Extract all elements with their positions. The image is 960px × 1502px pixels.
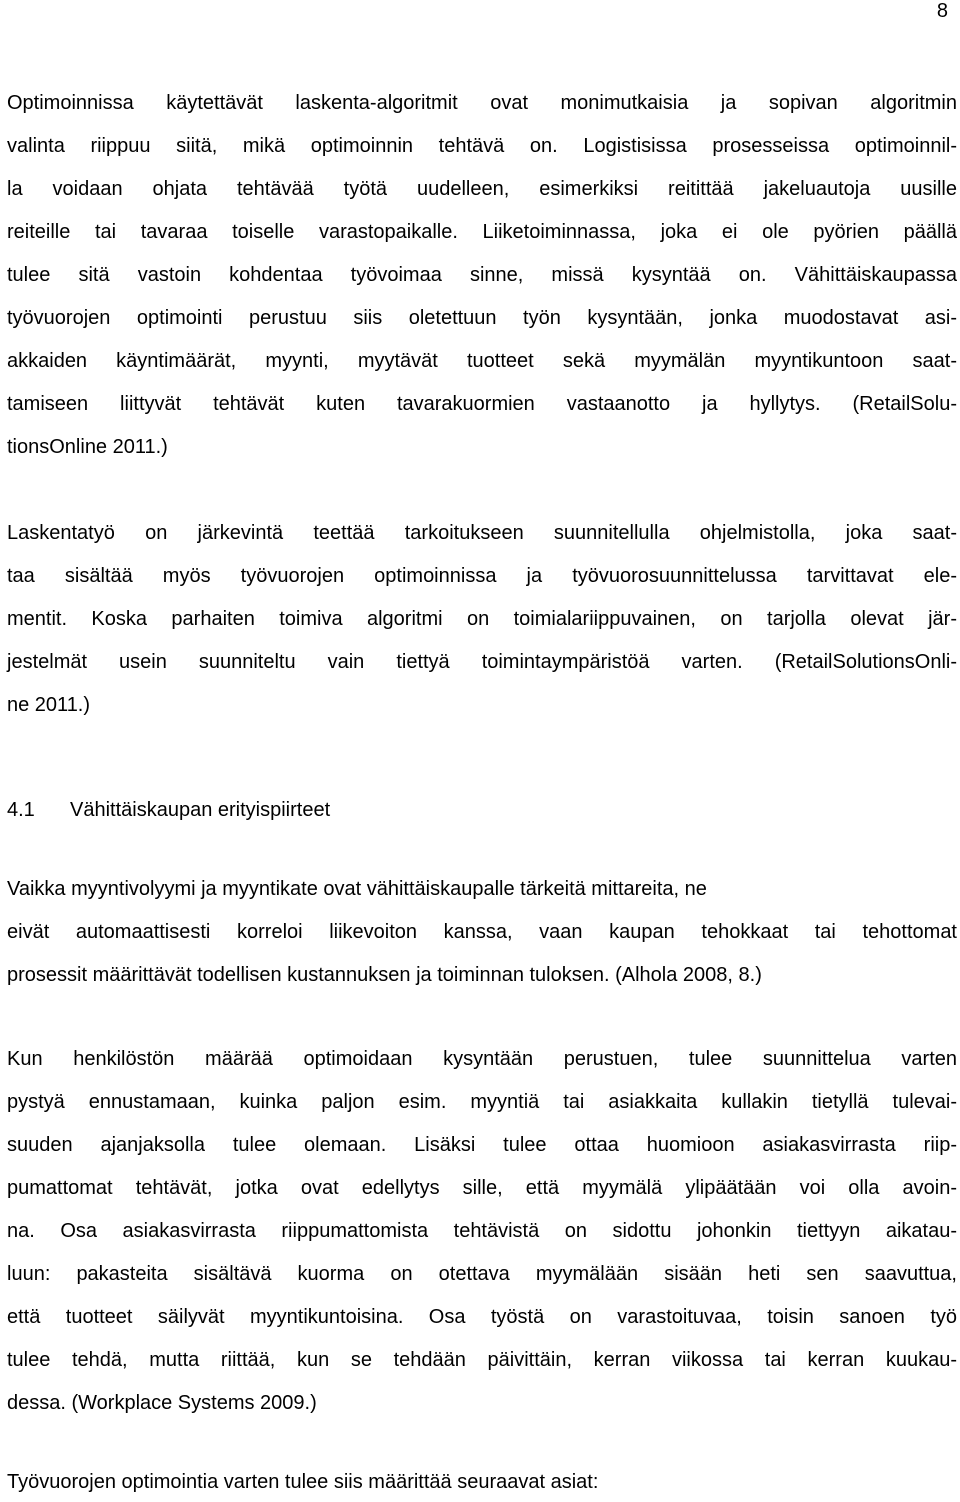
text-line: Työvuorojen optimointia varten tulee siis määrittää seuraavat asiat: xyxy=(7,1471,599,1493)
paragraph-sales-volume xyxy=(7,868,957,997)
text-line: akkaiden käyntimäärät, myynti, myytävät tuotteet sekä myymälän myyntikuntoon saat- xyxy=(7,350,957,372)
text-line: mentit. Koska parhaiten toimiva algoritmi on toimialariippuvainen, on tarjolla olevat jär- xyxy=(7,608,957,630)
text-line: pystyä ennustamaan, kuinka paljon esim. myyntiä tai asiakkaita kullakin tietyllä tulevai- xyxy=(7,1091,957,1113)
text-line: Optimoinnissa käytettävät laskenta-algoritmit ovat monimutkaisia ja sopivan algoritmin xyxy=(7,92,957,114)
text-line: ne 2011.) xyxy=(7,694,91,716)
text-line: tionsOnline 2011.) xyxy=(7,436,168,458)
text-line: Vaikka myyntivolyymi ja myyntikate ovat vähittäiskaupalle tärkeitä mittareita, ne xyxy=(7,878,707,900)
text-line: pumattomat tehtävät, jotka ovat edellytys sille, että myymälä ylipäätään voi olla avoin- xyxy=(7,1177,957,1199)
text-line: reiteille tai tavaraa toiselle varastopaikalle. Liiketoiminnassa, joka ei ole pyörien päällä xyxy=(7,221,957,243)
paragraph-staffing-demand xyxy=(7,1038,957,1425)
text-line: taa sisältää myös työvuorojen optimoinnissa ja työvuorosuunnittelussa tarvittavat ele- xyxy=(7,565,957,587)
paragraph-requirements-intro xyxy=(7,1462,957,1502)
text-line: dessa. (Workplace Systems 2009.) xyxy=(7,1392,317,1414)
paragraph-software xyxy=(7,512,957,727)
section-number: 4.1 xyxy=(7,799,35,821)
text-line: tulee sitä vastoin kohdentaa työvoimaa sinne, missä kysyntää on. Vähittäiskaupassa xyxy=(7,264,957,286)
text-line: työvuorojen optimointi perustuu siis oletettuun työn kysyntään, jonka muodostavat asi- xyxy=(7,307,957,329)
section-heading xyxy=(7,790,330,830)
text-line: että tuotteet säilyvät myyntikuntoisina. Osa työstä on varastoituvaa, toisin sanoen työ xyxy=(7,1306,957,1328)
text-line: eivät automaattisesti korreloi liikevoiton kanssa, vaan kaupan tehokkaat tai tehottomat xyxy=(7,921,957,943)
text-line: tamiseen liittyvät tehtävät kuten tavarakuormien vastaanotto ja hyllytys. (RetailSolu- xyxy=(7,393,957,415)
text-line: la voidaan ohjata tehtävää työtä uudelleen, esimerkiksi reitittää jakeluautoja uusille xyxy=(7,178,957,200)
text-line: luun: pakasteita sisältävä kuorma on otettava myymälään sisään heti sen saavuttua, xyxy=(7,1263,957,1285)
text-line: prosessit määrittävät todellisen kustannuksen ja toiminnan tuloksen. (Alhola 2008, 8.) xyxy=(7,964,762,986)
text-line: suuden ajanjaksolla tulee olemaan. Lisäksi tulee ottaa huomioon asiakasvirrasta riip- xyxy=(7,1134,957,1156)
page-number: 8 xyxy=(936,0,948,22)
text-line: jestelmät usein suunniteltu vain tiettyä toimintaympäristöä varten. (RetailSolutionsOnli- xyxy=(7,651,957,673)
paragraph-optimization-algorithms xyxy=(7,82,957,469)
text-line: valinta riippuu siitä, mikä optimoinnin tehtävä on. Logistisissa prosesseissa optimoinnil- xyxy=(7,135,957,157)
text-line: na. Osa asiakasvirrasta riippumattomista tehtävistä on sidottu johonkin tiettyyn aikatau- xyxy=(7,1220,957,1242)
section-title: Vähittäiskaupan erityispiirteet xyxy=(70,799,331,821)
text-line: Kun henkilöstön määrää optimoidaan kysyntään perustuen, tulee suunnittelua varten xyxy=(7,1048,957,1070)
text-line: Laskentatyö on järkevintä teettää tarkoitukseen suunnitellulla ohjelmistolla, joka saat- xyxy=(7,522,957,544)
text-line: tulee tehdä, mutta riittää, kun se tehdään päivittäin, kerran viikossa tai kerran kuukau- xyxy=(7,1349,957,1371)
